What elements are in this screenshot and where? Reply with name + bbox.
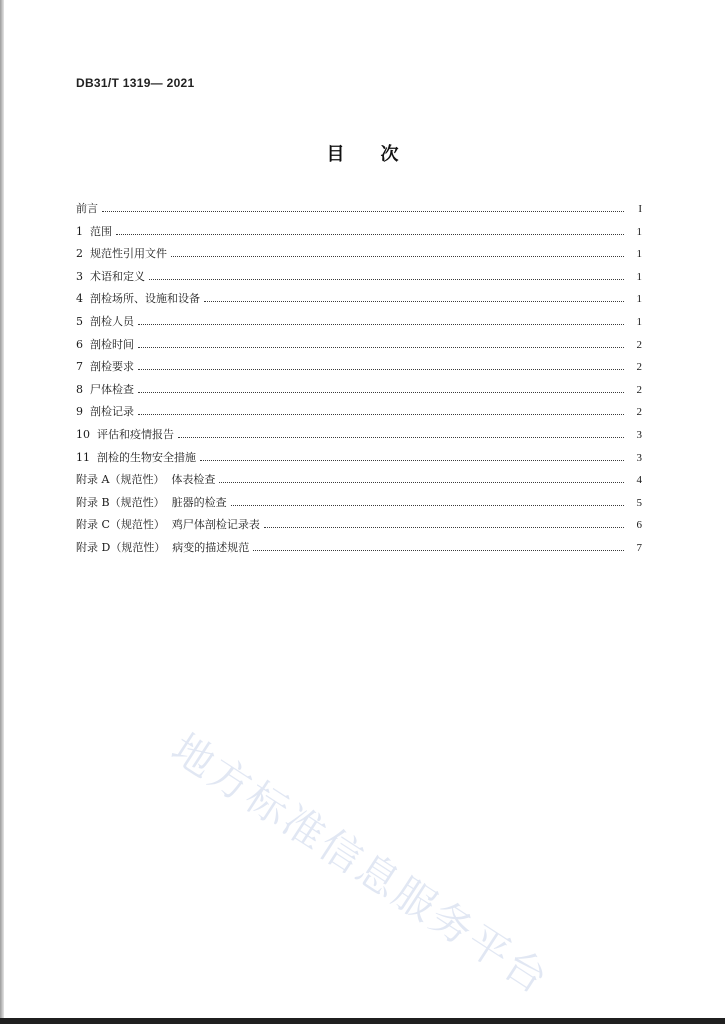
toc-leader-dots	[171, 256, 624, 257]
toc-leader-dots	[138, 369, 624, 370]
toc-entry-label: 前言	[76, 202, 98, 215]
toc-leader-dots	[138, 392, 624, 393]
toc-entry-4[interactable]	[76, 288, 642, 311]
toc-leader-dots	[102, 211, 624, 212]
toc-entry-page: 3	[636, 428, 642, 441]
toc-entry-label: 7 剖检要求	[76, 360, 134, 374]
toc-entry-page: 5	[636, 496, 642, 509]
toc-leader-dots	[204, 301, 624, 302]
toc-entry-foreword[interactable]	[76, 198, 642, 221]
toc-entry-7[interactable]	[76, 356, 642, 379]
toc-leader-dots	[200, 460, 624, 461]
toc-entry-label: 8 尸体检查	[76, 382, 134, 396]
toc-leader-dots	[138, 347, 624, 348]
toc-leader-dots	[253, 550, 624, 551]
toc-entry-page: 1	[636, 293, 642, 306]
toc-leader-dots	[138, 324, 624, 325]
toc-entry-page: 4	[636, 474, 642, 487]
toc-entry-page: 2	[636, 383, 642, 396]
watermark-text: 地方标准信息服务平台	[163, 724, 559, 1005]
toc-entry-label: 10 评估和疫情报告	[76, 427, 174, 441]
toc-entry-page: 1	[636, 248, 642, 261]
toc-entry-label: 2 规范性引用文件	[76, 247, 167, 261]
toc-leader-dots	[149, 279, 624, 280]
toc-leader-dots	[116, 234, 624, 235]
toc-entry-label: 5 剖检人员	[76, 314, 134, 328]
toc-entry-label: 9 剖检记录	[76, 405, 134, 419]
toc-entry-5[interactable]	[76, 311, 642, 334]
toc-entry-2[interactable]	[76, 243, 642, 266]
toc-entry-label: 6 剖检时间	[76, 337, 134, 351]
toc-entry-page: 3	[636, 451, 642, 464]
toc-entry-page: 1	[636, 225, 642, 238]
toc-entry-appendix-b[interactable]	[76, 492, 642, 515]
toc-entry-label: 附录 C（规范性） 鸡尸体剖检记录表	[76, 518, 260, 532]
toc-leader-dots	[231, 505, 624, 506]
toc-entry-11[interactable]	[76, 447, 642, 470]
toc-leader-dots	[138, 414, 624, 415]
toc-entry-label: 1 范围	[76, 224, 112, 238]
toc-entry-1[interactable]	[76, 221, 642, 244]
toc-entry-6[interactable]	[76, 334, 642, 357]
toc-leader-dots	[178, 437, 624, 438]
toc-entry-label: 11 剖检的生物安全措施	[76, 450, 196, 464]
toc-entry-label: 附录 D（规范性） 病变的描述规范	[76, 540, 250, 554]
toc-entry-9[interactable]	[76, 401, 642, 424]
toc-leader-dots	[264, 527, 624, 528]
toc-entry-appendix-c[interactable]	[76, 514, 642, 537]
toc-entry-3[interactable]	[76, 266, 642, 289]
toc-entry-label: 附录 A（规范性） 体表检查	[76, 473, 216, 487]
toc-entry-appendix-d[interactable]	[76, 537, 642, 560]
toc-entry-page: 1	[636, 315, 642, 328]
table-of-contents	[76, 198, 642, 560]
toc-entry-page: 1	[636, 270, 642, 283]
toc-entry-label: 3 术语和定义	[76, 269, 145, 283]
toc-entry-page: 2	[636, 338, 642, 351]
toc-entry-8[interactable]	[76, 379, 642, 402]
toc-entry-10[interactable]	[76, 424, 642, 447]
toc-entry-page: 6	[636, 519, 642, 532]
toc-entry-label: 4 剖检场所、设施和设备	[76, 292, 200, 306]
toc-entry-appendix-a[interactable]	[76, 469, 642, 492]
document-code: DB31/T 1319— 2021	[76, 76, 195, 90]
page-title: 目次	[326, 144, 435, 165]
toc-entry-page: 2	[636, 361, 642, 374]
toc-entry-page: 7	[636, 541, 642, 554]
toc-leader-dots	[219, 482, 624, 483]
toc-entry-label: 附录 B（规范性） 脏器的检查	[76, 495, 227, 509]
scan-bottom-edge	[0, 1018, 725, 1024]
toc-entry-page: I	[638, 203, 642, 215]
toc-entry-page: 2	[636, 406, 642, 419]
